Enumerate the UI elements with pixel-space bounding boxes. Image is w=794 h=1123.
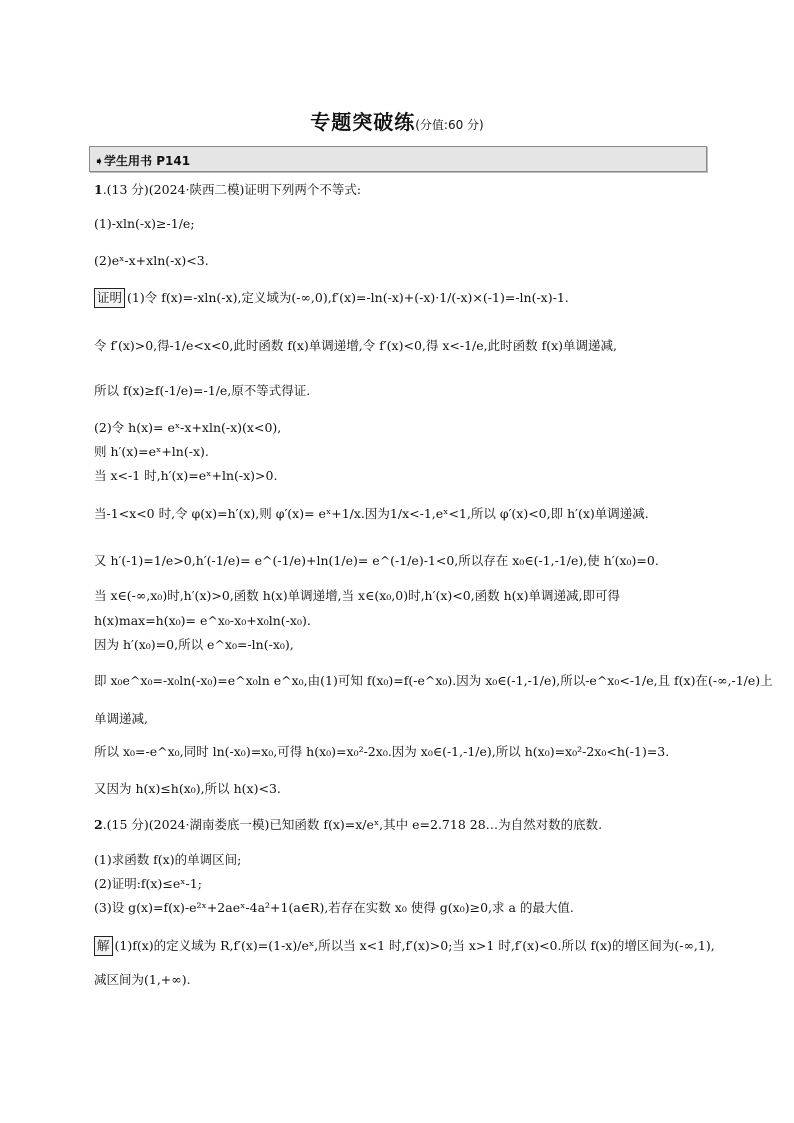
q1-solution-line-11: 因为 h′(x₀)=0,所以 e^x₀=-ln(-x₀), — [94, 637, 294, 652]
q1-solution-line-5: 则 h′(x)=eˣ+ln(-x). — [94, 444, 209, 459]
q1-solution-line-7: 当-1<x<0 时,令 φ(x)=h′(x),则 φ′(x)= eˣ+1/x.因为1/x<-1,eˣ<1,所以 φ′(x)<0,即 h′(x)单调递减. — [94, 506, 649, 521]
q2-header-text: .(15 分)(2024·湖南娄底一模)已知函数 f(x)=x/eˣ,其中 e=2.718 28…为自然对数的底数. — [102, 817, 603, 832]
banner-text: ➧学生用书 P141 — [94, 154, 191, 168]
q1-solution-line-10: h(x)max=h(x₀)= e^x₀-x₀+x₀ln(-x₀). — [94, 613, 311, 628]
q1-solution-line-15: 又因为 h(x)≤h(x₀),所以 h(x)<3. — [94, 781, 281, 796]
q2-solution-line-2: 减区间为(1,+∞). — [94, 972, 191, 987]
page-title — [0, 106, 794, 135]
q2-number: 2 — [94, 817, 103, 832]
q1-s1: (1)令 f(x)=-xln(-x),定义域为(-∞,0),f′(x)=-ln(-x)+(-x)·1/(-x)×(-1)=-ln(-x)-1. — [127, 290, 569, 305]
q2-part2: (2)证明:f(x)≤eˣ-1; — [94, 876, 202, 891]
q1-solution-line-4: (2)令 h(x)= eˣ-x+xln(-x)(x<0), — [94, 420, 282, 435]
page-title-main: 专题突破练 — [310, 110, 416, 134]
q2-s1: (1)f(x)的定义域为 R,f′(x)=(1-x)/eˣ,所以当 x<1 时,f′(x)>0;当 x>1 时,f′(x)<0.所以 f(x)的增区间为(-∞,1), — [114, 938, 715, 953]
q1-solution-line-9: 当 x∈(-∞,x₀)时,h′(x)>0,函数 h(x)单调递增,当 x∈(x₀,0)时,h′(x)<0,函数 h(x)单调递减,即可得 — [94, 588, 620, 603]
q1-solution-line-6: 当 x<-1 时,h′(x)=eˣ+ln(-x)>0. — [94, 468, 278, 483]
q1-solution-line-8: 又 h′(-1)=1/e>0,h′(-1/e)= e^(-1/e)+ln(1/e)= e^(-1/e)-1<0,所以存在 x₀∈(-1,-1/e),使 h′(x₀)=0. — [94, 553, 659, 568]
page-title-score: (分值:60 分) — [415, 118, 484, 132]
q1-solution-line-3: 所以 f(x)≥f(-1/e)=-1/e,原不等式得证. — [94, 383, 311, 398]
proof-tag: 证明 — [94, 288, 125, 308]
q1-solution-line-1 — [94, 288, 569, 308]
q1-header — [94, 182, 361, 198]
q1-solution-line-13: 单调递减, — [94, 711, 148, 726]
solution-tag: 解 — [94, 936, 113, 956]
q1-number: 1 — [94, 182, 103, 197]
q1-solution-line-12: 即 x₀e^x₀=-x₀ln(-x₀)=e^x₀ln e^x₀,由(1)可知 f(x₀)=f(-e^x₀).因为 x₀∈(-1,-1/e),所以-e^x₀<-1/e,且 f(x)在(-∞,-1/e)上 — [94, 673, 773, 688]
q2-header — [94, 817, 602, 833]
q1-header-text: .(13 分)(2024·陕西二模)证明下列两个不等式: — [102, 182, 362, 197]
q1-solution-line-2: 令 f′(x)>0,得-1/e<x<0,此时函数 f(x)单调递增,令 f′(x)<0,得 x<-1/e,此时函数 f(x)单调递减, — [94, 338, 617, 353]
q2-solution-line-1 — [94, 936, 715, 956]
student-book-banner — [89, 146, 707, 172]
q2-part1: (1)求函数 f(x)的单调区间; — [94, 852, 242, 867]
q2-part3: (3)设 g(x)=f(x)-e²ˣ+2aeˣ-4a²+1(a∈R),若存在实数 x₀ 使得 g(x₀)≥0,求 a 的最大值. — [94, 900, 574, 915]
q1-part1: (1)-xln(-x)≥-1/e; — [94, 216, 195, 231]
q1-solution-line-14: 所以 x₀=-e^x₀,同时 ln(-x₀)=x₀,可得 h(x₀)=x₀²-2x₀.因为 x₀∈(-1,-1/e),所以 h(x₀)=x₀²-2x₀<h(-1)=3. — [94, 744, 670, 759]
q1-part2: (2)eˣ-x+xln(-x)<3. — [94, 253, 209, 268]
